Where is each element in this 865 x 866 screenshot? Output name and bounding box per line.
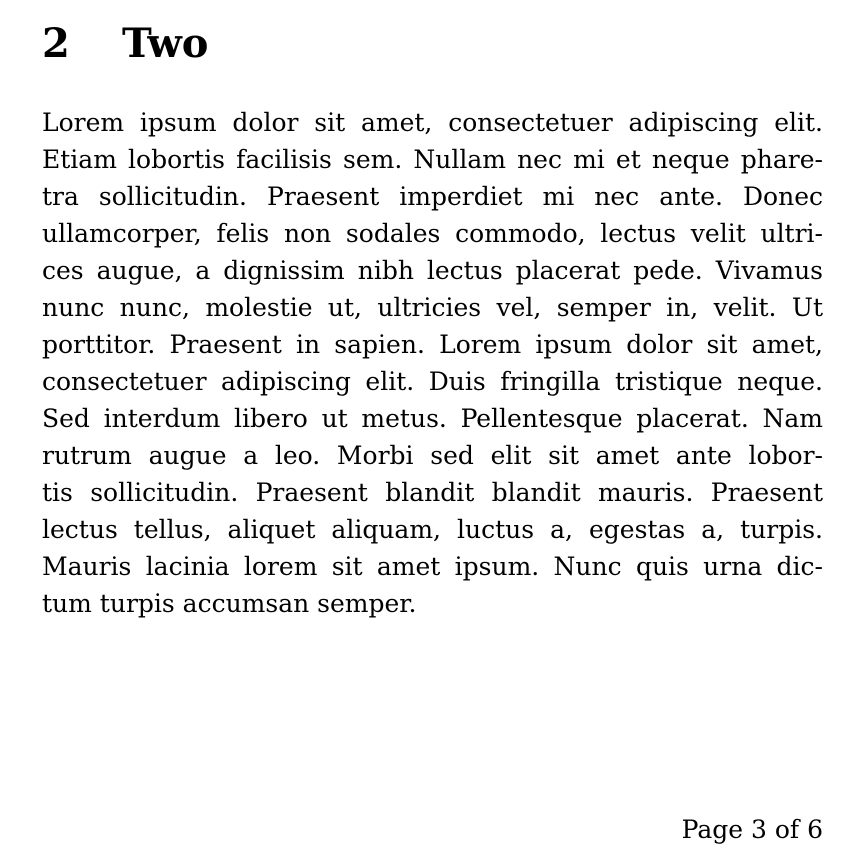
- section-heading: [42, 20, 823, 68]
- body-line: ullamcorper, felis non sodales commodo, lectus velit ultri-: [42, 219, 823, 248]
- body-line: consectetuer adipiscing elit. Duis fringilla tristique neque.: [42, 367, 823, 396]
- body-line: tra sollicitudin. Praesent imperdiet mi nec ante. Donec: [42, 182, 823, 211]
- body-line: Sed interdum libero ut metus. Pellentesque placerat. Nam: [42, 404, 823, 433]
- section-number: 2: [42, 20, 70, 67]
- body-line: tum turpis accumsan semper.: [42, 589, 417, 618]
- body-line: lectus tellus, aliquet aliquam, luctus a, egestas a, turpis.: [42, 515, 823, 544]
- body-line: Etiam lobortis facilisis sem. Nullam nec mi et neque phare-: [42, 145, 823, 174]
- body-line: rutrum augue a leo. Morbi sed elit sit amet ante lobor-: [42, 441, 823, 470]
- body-line: nunc nunc, molestie ut, ultricies vel, semper in, velit. Ut: [42, 293, 823, 322]
- body-line: porttitor. Praesent in sapien. Lorem ipsum dolor sit amet,: [42, 330, 823, 359]
- body-line: ces augue, a dignissim nibh lectus placerat pede. Vivamus: [42, 256, 823, 285]
- body-line: tis sollicitudin. Praesent blandit blandit mauris. Praesent: [42, 478, 823, 507]
- body-line: Mauris lacinia lorem sit amet ipsum. Nunc quis urna dic-: [42, 552, 823, 581]
- page-number-footer: Page 3 of 6: [681, 815, 823, 844]
- section-title: Two: [122, 20, 209, 67]
- body-line: Lorem ipsum dolor sit amet, consectetuer adipiscing elit.: [42, 108, 823, 137]
- body-paragraph: [42, 104, 823, 622]
